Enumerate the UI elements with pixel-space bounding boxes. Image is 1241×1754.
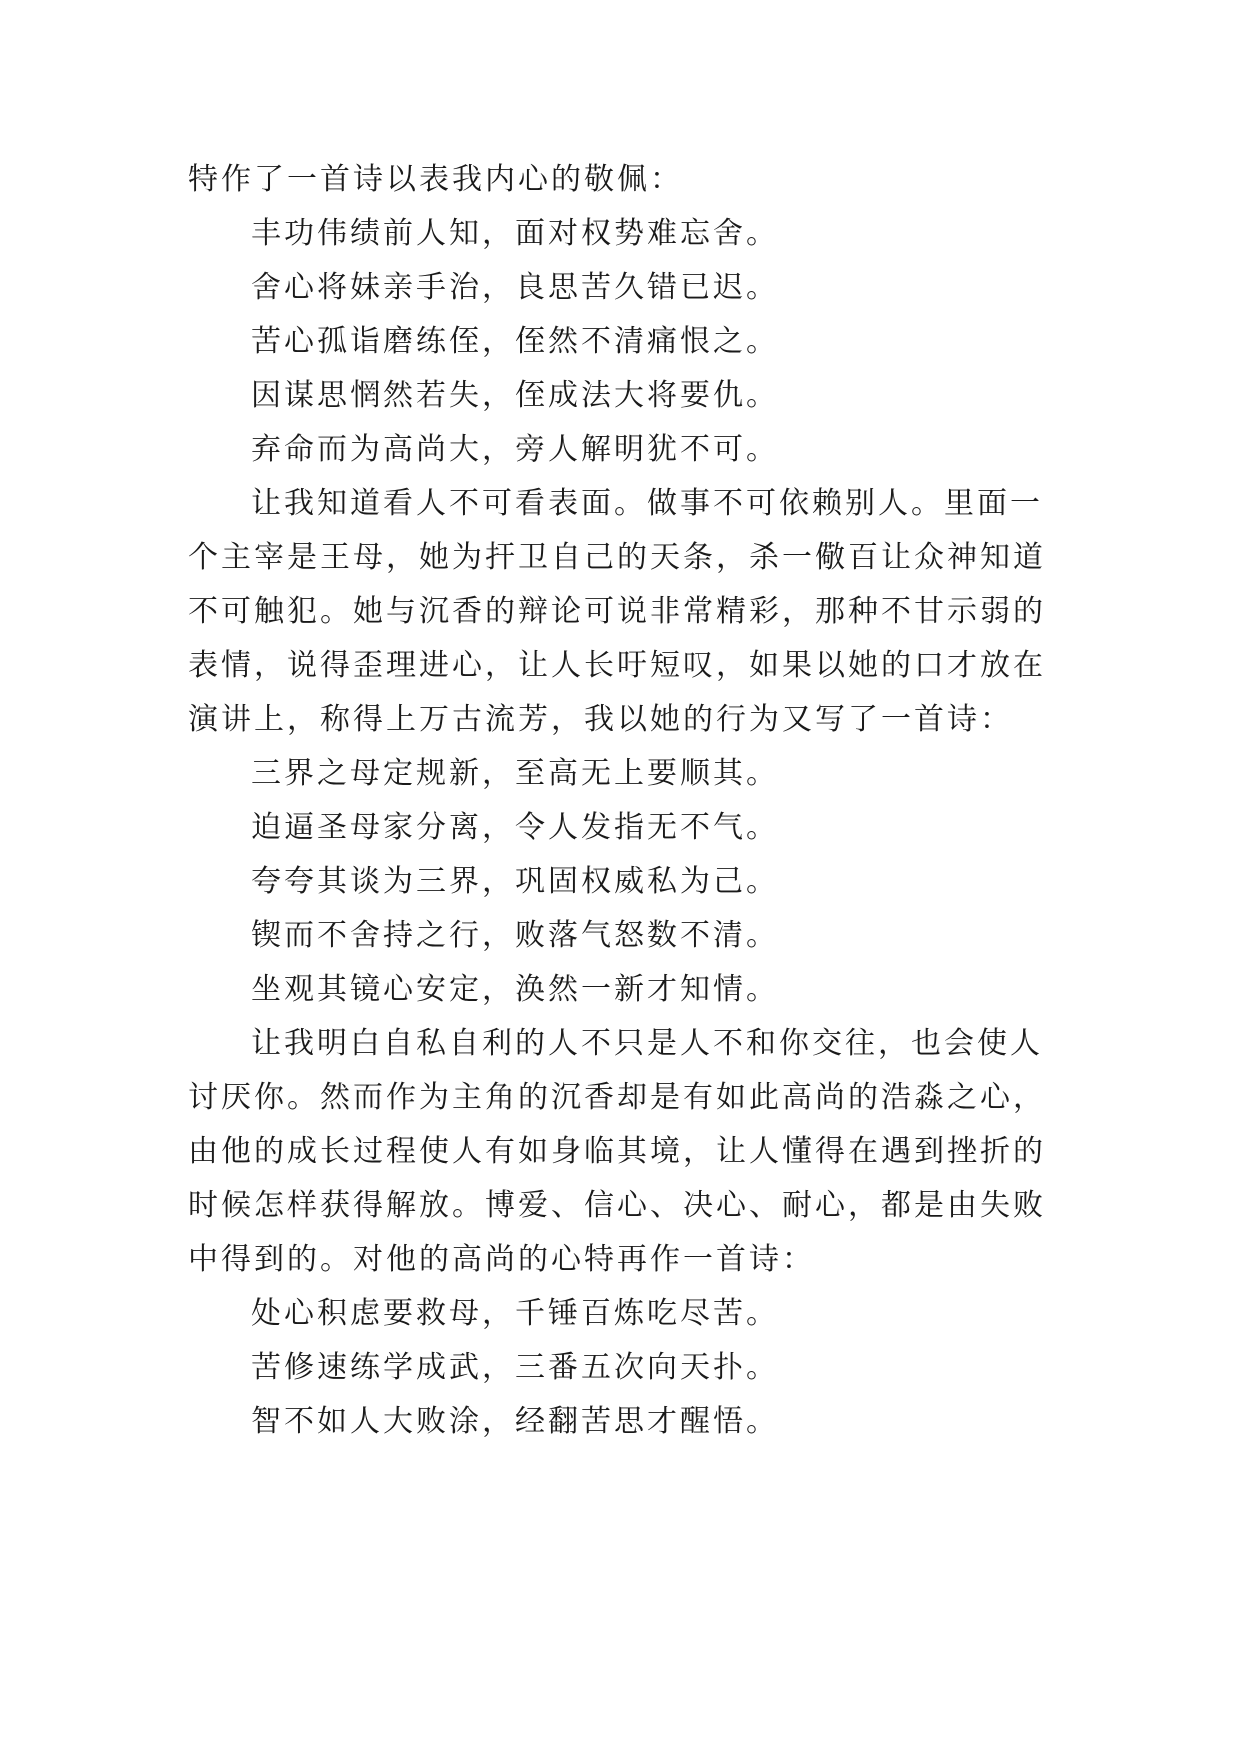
paragraph-line: 中得到的。对他的高尚的心特再作一首诗： — [188, 1242, 815, 1277]
paragraph-line: 个主宰是王母，她为扞卫自己的天条，杀一儆百让众神知道 — [188, 540, 1046, 575]
poem-line: 舍心将妹亲手治，良思苦久错已迟。 — [251, 270, 779, 305]
paragraph-line: 表情，说得歪理进心，让人长吁短叹，如果以她的口才放在 — [188, 648, 1046, 683]
poem-line: 弃命而为高尚大，旁人解明犹不可。 — [251, 432, 779, 467]
paragraph-line: 由他的成长过程使人有如身临其境，让人懂得在遇到挫折的 — [188, 1134, 1046, 1169]
poem-line: 苦心孤诣磨练侄，侄然不清痛恨之。 — [251, 324, 779, 359]
text-line: 特作了一首诗以表我内心的敬佩： — [188, 162, 683, 197]
poem-line: 苦修速练学成武，三番五次向天扑。 — [251, 1350, 779, 1385]
poem-line: 坐观其镜心安定，涣然一新才知情。 — [251, 972, 779, 1007]
poem-line: 智不如人大败涂，经翻苦思才醒悟。 — [251, 1404, 779, 1439]
poem-line: 三界之母定规新，至高无上要顺其。 — [251, 756, 779, 791]
paragraph-line: 让我知道看人不可看表面。做事不可依赖别人。里面一 — [251, 486, 1043, 521]
poem-line: 因谋思惘然若失，侄成法大将要仇。 — [251, 378, 779, 413]
poem-line: 丰功伟绩前人知，面对权势难忘舍。 — [251, 216, 779, 251]
paragraph-line: 让我明白自私自利的人不只是人不和你交往，也会使人 — [251, 1026, 1043, 1061]
poem-line: 夸夸其谈为三界，巩固权威私为己。 — [251, 864, 779, 899]
paragraph-line: 时候怎样获得解放。博爱、信心、决心、耐心，都是由失败 — [188, 1188, 1046, 1223]
poem-line: 锲而不舍持之行，败落气怒数不清。 — [251, 918, 779, 953]
poem-line: 迫逼圣母家分离，令人发指无不气。 — [251, 810, 779, 845]
paragraph-line: 讨厌你。然而作为主角的沉香却是有如此高尚的浩淼之心， — [188, 1080, 1046, 1115]
poem-line: 处心积虑要救母，千锤百炼吃尽苦。 — [251, 1296, 779, 1331]
paragraph-line: 演讲上，称得上万古流芳，我以她的行为又写了一首诗： — [188, 702, 1013, 737]
paragraph-line: 不可触犯。她与沉香的辩论可说非常精彩，那种不甘示弱的 — [188, 594, 1046, 629]
